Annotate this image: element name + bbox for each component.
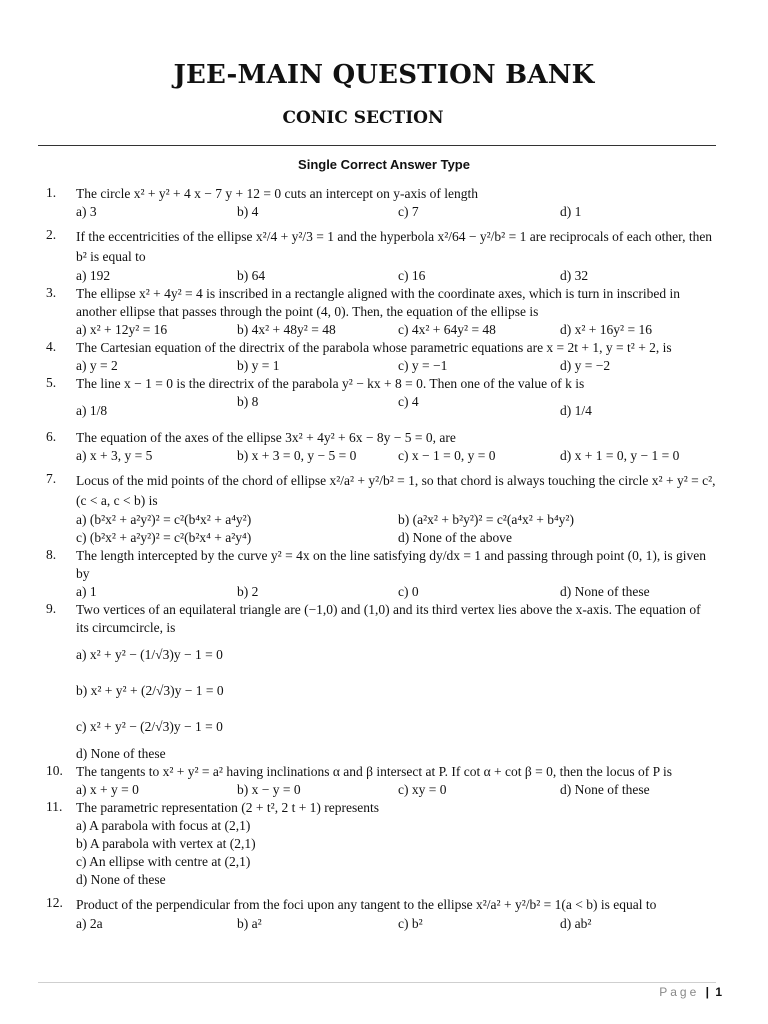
option-b: b) 64	[237, 268, 266, 283]
question-text: The tangents to x² + y² = a² having inclinations α and β intersect at P. If cot α + cot β = 0, then the locus of P is	[76, 764, 672, 779]
options-row	[0, 447, 768, 465]
options-row	[0, 529, 768, 547]
options-row	[0, 357, 768, 375]
option-d: d) y = −2	[560, 358, 611, 373]
question-text: Product of the perpendicular from the foci upon any tangent to the ellipse x²/a² + y²/b² = 1(a < b) is equal to	[76, 897, 657, 912]
option-b: b) (a²x² + b²y²)² = c²(a⁴x² + b⁴y²)	[398, 512, 574, 527]
option-c: c) x − 1 = 0, y = 0	[398, 448, 496, 463]
footer-separator: |	[705, 985, 709, 999]
option-a: a) A parabola with focus at (2,1)	[76, 818, 251, 833]
option-c: c) y = −1	[398, 358, 448, 373]
question-6	[0, 429, 768, 465]
page-label: Page	[659, 985, 700, 999]
option-c: c) 7	[398, 204, 419, 219]
options-row	[0, 321, 768, 339]
option-a: a) (b²x² + a²y²)² = c²(b⁴x² + a⁴y²)	[76, 512, 252, 527]
question-9	[0, 601, 768, 763]
question-number: 2.	[46, 227, 57, 242]
option-a: a) x + y = 0	[76, 782, 139, 797]
option-d: d) x² + 16y² = 16	[560, 322, 652, 337]
options-row	[0, 511, 768, 529]
option-d: d) None of these	[560, 584, 650, 599]
question-8	[0, 547, 768, 601]
options-row	[0, 267, 768, 285]
header-divider	[38, 145, 716, 146]
option-a: a) 2a	[76, 916, 103, 931]
option-d: d) None of these	[560, 782, 650, 797]
options-row	[0, 393, 768, 429]
question-12	[0, 895, 768, 933]
question-11	[0, 799, 768, 889]
question-number: 4.	[46, 339, 57, 354]
question-number: 1.	[46, 185, 57, 200]
option-b: b) 4	[237, 204, 259, 219]
question-number: 8.	[46, 547, 57, 562]
question-text: The length intercepted by the curve y² = 4x on the line satisfying dy/dx = 1 and passing through point (0, 1), is given by	[76, 548, 707, 581]
footer-divider	[38, 982, 716, 983]
option-c: c) b²	[398, 916, 423, 931]
option-d: d) x + 1 = 0, y − 1 = 0	[560, 448, 680, 463]
question-text: The ellipse x² + 4y² = 4 is inscribed in a rectangle aligned with the coordinate axes, which is turn in inscribed in another ellipse that passes through the point (4, 0). Then, the equation of the ellipse is	[76, 286, 681, 319]
question-number: 11.	[46, 799, 63, 814]
option-a: a) x + 3, y = 5	[76, 448, 153, 463]
question-4	[0, 339, 768, 375]
options-row	[0, 203, 768, 221]
question-10	[0, 763, 768, 799]
option-d: d) None of these	[76, 872, 166, 887]
option-a: a) 3	[76, 204, 97, 219]
option-a: a) 192	[76, 268, 111, 283]
option-c: c) 4x² + 64y² = 48	[398, 322, 496, 337]
option-a: a) y = 2	[76, 358, 118, 373]
option-c: c) 16	[398, 268, 426, 283]
question-text: Locus of the mid points of the chord of ellipse x²/a² + y²/b² = 1, so that chord is always touching the circle x² + y² = c², (c < a, c < b) is	[76, 473, 716, 508]
question-number: 12.	[46, 895, 63, 910]
option-d: d) None of the above	[398, 530, 512, 545]
option-d: d) 1	[560, 204, 582, 219]
option-a: a) x² + y² − (1/√3)y − 1 = 0	[76, 647, 223, 662]
question-2	[0, 227, 768, 285]
option-d: d) None of these	[76, 746, 166, 761]
option-b: b) x − y = 0	[237, 782, 301, 797]
option-b: b) 4x² + 48y² = 48	[237, 322, 336, 337]
option-c: c) xy = 0	[398, 782, 447, 797]
option-c: c) 4	[398, 394, 419, 409]
question-list	[0, 185, 768, 933]
page-footer	[659, 985, 722, 999]
options-row	[0, 781, 768, 799]
option-d: d) 1/4	[560, 403, 592, 418]
option-b: b) a²	[237, 916, 262, 931]
option-d: d) 32	[560, 268, 589, 283]
question-number: 3.	[46, 285, 57, 300]
option-a: a) 1/8	[76, 403, 108, 418]
option-b: b) y = 1	[237, 358, 280, 373]
question-text: The circle x² + y² + 4 x − 7 y + 12 = 0 cuts an intercept on y-axis of length	[76, 186, 478, 201]
question-number: 5.	[46, 375, 57, 390]
question-text: The equation of the axes of the ellipse 3x² + 4y² + 6x − 8y − 5 = 0, are	[76, 430, 456, 445]
question-number: 7.	[46, 471, 57, 486]
option-c: c) 0	[398, 584, 419, 599]
page-number: 1	[715, 985, 722, 999]
option-b: b) A parabola with vertex at (2,1)	[76, 836, 256, 851]
chapter-subtitle: CONIC SECTION	[282, 108, 444, 128]
options-row	[0, 915, 768, 933]
question-7	[0, 471, 768, 547]
question-5	[0, 375, 768, 429]
question-text: The line x − 1 = 0 is the directrix of the parabola y² − kx + 8 = 0. Then one of the value of k is	[76, 376, 585, 391]
option-c: c) An ellipse with centre at (2,1)	[76, 854, 251, 869]
option-b: b) 8	[237, 394, 259, 409]
option-d: d) ab²	[560, 916, 592, 931]
question-number: 6.	[46, 429, 57, 444]
question-number: 9.	[46, 601, 57, 616]
option-a: a) x² + 12y² = 16	[76, 322, 168, 337]
question-text: Two vertices of an equilateral triangle are (−1,0) and (1,0) and its third vertex lies above the x-axis. The equation of its circumcircle, is	[76, 602, 701, 635]
options-row	[0, 583, 768, 601]
option-b: b) x + 3 = 0, y − 5 = 0	[237, 448, 357, 463]
option-c: c) (b²x² + a²y²)² = c²(b²x⁴ + a²y⁴)	[76, 530, 252, 545]
option-b: b) 2	[237, 584, 259, 599]
option-a: a) 1	[76, 584, 97, 599]
question-1	[0, 185, 768, 221]
page-title: JEE-MAIN QUESTION BANK	[173, 60, 595, 90]
section-heading: Single Correct Answer Type	[298, 157, 470, 172]
option-c: c) x² + y² − (2/√3)y − 1 = 0	[76, 719, 223, 734]
question-text: The Cartesian equation of the directrix of the parabola whose parametric equations are x = 2t + 1, y = t² + 2, is	[76, 340, 672, 355]
question-number: 10.	[46, 763, 63, 778]
question-3	[0, 285, 768, 339]
option-b: b) x² + y² + (2/√3)y − 1 = 0	[76, 683, 224, 698]
question-text: If the eccentricities of the ellipse x²/4 + y²/3 = 1 and the hyperbola x²/64 − y²/b² = 1 are reciprocals of each other, then b² is equal to	[76, 229, 713, 264]
question-text: The parametric representation (2 + t², 2 t + 1) represents	[76, 800, 380, 815]
